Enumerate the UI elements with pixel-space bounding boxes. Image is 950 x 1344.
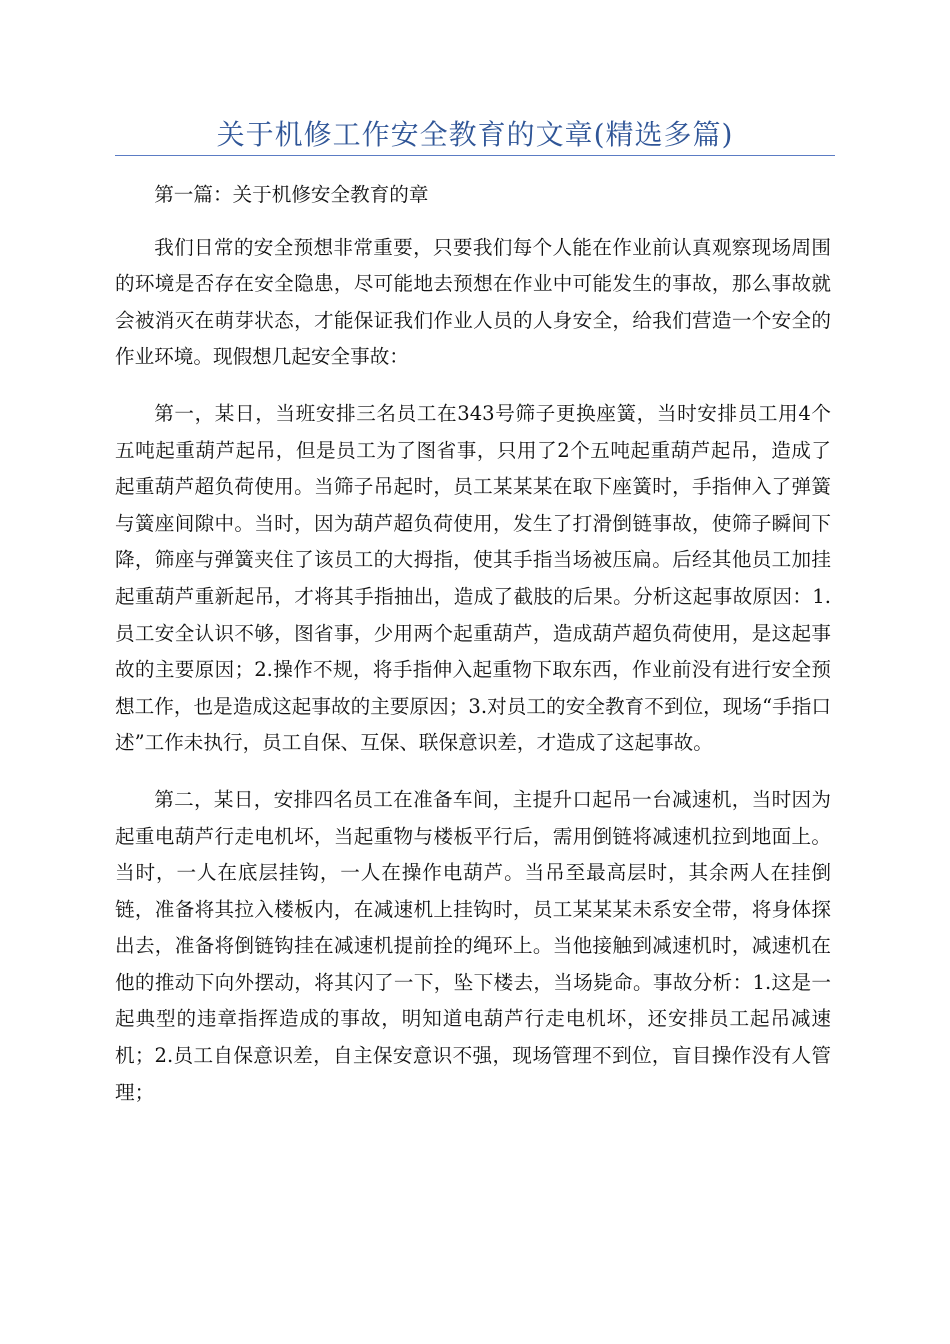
title-underline [115,155,835,156]
case-one-paragraph: 第一，某日，当班安排三名员工在343号筛子更换座簧，当时安排员工用4个五吨起重葫芦起吊，但是员工为了图省事，只用了2个五吨起重葫芦起吊，造成了起重葫芦超负荷使用。当筛子吊起时，员工某某某在取下座簧时，手指伸入了弹簧与簧座间隙中。当时，因为葫芦超负荷使用，发生了打滑倒链事故，使筛子瞬间下降，筛座与弹簧夹住了该员工的大拇指，使其手指当场被压扁。后经其他员工加挂起重葫芦重新起吊，才将其手指抽出，造成了截肢的后果。分析这起事故原因：1.员工安全认识不够，图省事，少用两个起重葫芦，造成葫芦超负荷使用，是这起事故的主要原因；2.操作不规，将手指伸入起重物下取东西，作业前没有进行安全预想工作，也是造成这起事故的主要原因；3.对员工的安全教育不到位，现场“手指口述”工作未执行，员工自保、互保、联保意识差，才造成了这起事故。 [115,401,831,755]
document-title: 关于机修工作安全教育的文章(精选多篇) [216,118,734,151]
section-heading: 第一篇：关于机修安全教育的章 [154,183,429,206]
intro-paragraph: 我们日常的安全预想非常重要，只要我们每个人能在作业前认真观察现场周围的环境是否存在安全隐患，尽可能地去预想在作业中可能发生的事故，那么事故就会被消灭在萌芽状态，才能保证我们作业人员的人身安全，给我们营造一个安全的作业环境。现假想几起安全事故： [115,235,831,369]
document-body [115,177,831,1131]
case-two-paragraph: 第二，某日，安排四名员工在准备车间，主提升口起吊一台减速机，当时因为起重电葫芦行走电机坏，当起重物与楼板平行后，需用倒链将减速机拉到地面上。当时，一人在底层挂钩，一人在操作电葫芦。当吊至最高层时，其余两人在挂倒链，准备将其拉入楼板内，在减速机上挂钩时，员工某某某未系安全带，将身体探出去，准备将倒链钩挂在减速机提前拴的绳环上。当他接触到减速机时，减速机在他的推动下向外摆动，将其闪了一下，坠下楼去，当场毙命。事故分析：1.这是一起典型的违章指挥造成的事故，明知道电葫芦行走电机坏，还安排员工起吊减速机；2.员工自保意识差，自主保安意识不强，现场管理不到位，盲目操作没有人管理； [115,787,831,1104]
